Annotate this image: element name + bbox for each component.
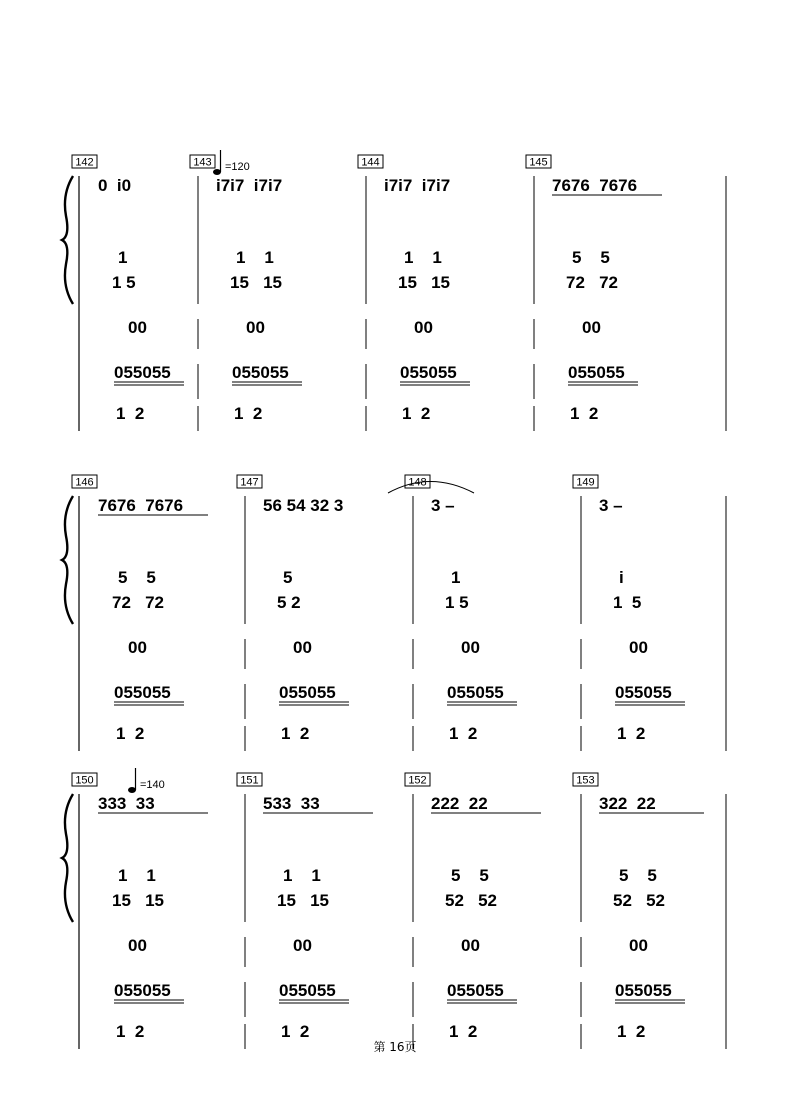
right-hand-upper-notes: 1 (451, 568, 461, 587)
middle-voice-notes: 00 (128, 318, 147, 337)
right-hand-notes: 15 15 (112, 891, 164, 910)
right-hand-notes: 1 5 (445, 593, 469, 612)
chord-pattern: 055055 (400, 363, 457, 382)
chord-pattern: 055055 (568, 363, 625, 382)
right-hand-notes: 52 52 (613, 891, 665, 910)
measure-number: 145 (529, 156, 548, 169)
measure-number: 143 (193, 156, 212, 169)
page-number: 第 16页 (373, 1040, 417, 1054)
right-hand-upper-notes: i (619, 568, 624, 587)
middle-voice-notes: 00 (629, 638, 648, 657)
tempo-marking: =120 (225, 161, 250, 173)
quarter-note-icon (128, 787, 136, 793)
right-hand-notes: 52 52 (445, 891, 497, 910)
melody-notes: 333 33 (98, 794, 155, 813)
right-hand-notes: 15 15 (277, 891, 329, 910)
measure-number: 152 (408, 774, 427, 787)
tempo-marking: =140 (140, 779, 165, 791)
right-hand-notes: 72 72 (112, 593, 164, 612)
middle-voice-notes: 00 (414, 318, 433, 337)
middle-voice-notes: 00 (128, 638, 147, 657)
bass-notes: 1 2 (116, 724, 145, 743)
staff-brace (62, 794, 73, 922)
bass-notes: 1 2 (281, 1022, 310, 1041)
measure-number: 144 (361, 156, 380, 169)
right-hand-upper-notes: 1 1 (236, 248, 274, 267)
bass-notes: 1 2 (234, 404, 263, 423)
tie-arc (388, 482, 474, 494)
right-hand-notes: 72 72 (566, 273, 618, 292)
melody-notes: 3 – (599, 496, 623, 515)
measure-number: 148 (408, 476, 427, 489)
melody-notes: 0 i0 (98, 176, 132, 195)
bass-notes: 1 2 (617, 724, 646, 743)
measure-number: 142 (75, 156, 94, 169)
right-hand-upper-notes: 5 5 (572, 248, 610, 267)
bass-notes: 1 2 (617, 1022, 646, 1041)
melody-notes: 3 – (431, 496, 455, 515)
chord-pattern: 055055 (279, 683, 336, 702)
staff-brace (62, 176, 73, 304)
right-hand-upper-notes: 1 1 (118, 866, 156, 885)
melody-notes: 533 33 (263, 794, 320, 813)
bass-notes: 1 2 (116, 404, 145, 423)
right-hand-notes: 5 2 (277, 593, 301, 612)
chord-pattern: 055055 (615, 981, 672, 1000)
middle-voice-notes: 00 (293, 936, 312, 955)
melody-notes: 322 22 (599, 794, 656, 813)
measure-number: 151 (240, 774, 259, 787)
middle-voice-notes: 00 (461, 936, 480, 955)
measure-number: 153 (576, 774, 595, 787)
chord-pattern: 055055 (232, 363, 289, 382)
melody-notes: 7676 7676 (98, 496, 184, 515)
middle-voice-notes: 00 (293, 638, 312, 657)
right-hand-upper-notes: 5 (283, 568, 293, 587)
bass-notes: 1 2 (570, 404, 599, 423)
right-hand-notes: 15 15 (230, 273, 282, 292)
measure-number: 149 (576, 476, 595, 489)
chord-pattern: 055055 (114, 683, 171, 702)
right-hand-notes: 1 5 (613, 593, 642, 612)
melody-notes: i7i7 i7i7 (216, 176, 283, 195)
melody-notes: i7i7 i7i7 (384, 176, 451, 195)
chord-pattern: 055055 (447, 981, 504, 1000)
right-hand-notes: 15 15 (398, 273, 450, 292)
chord-pattern: 055055 (114, 363, 171, 382)
right-hand-upper-notes: 1 1 (283, 866, 321, 885)
quarter-note-icon (213, 169, 221, 175)
bass-notes: 1 2 (449, 724, 478, 743)
measure-number: 146 (75, 476, 94, 489)
bass-notes: 1 2 (116, 1022, 145, 1041)
bass-notes: 1 2 (402, 404, 431, 423)
chord-pattern: 055055 (279, 981, 336, 1000)
measure-number: 147 (240, 476, 259, 489)
middle-voice-notes: 00 (582, 318, 601, 337)
middle-voice-notes: 00 (128, 936, 147, 955)
bass-notes: 1 2 (449, 1022, 478, 1041)
right-hand-upper-notes: 1 (118, 248, 128, 267)
bass-notes: 1 2 (281, 724, 310, 743)
chord-pattern: 055055 (615, 683, 672, 702)
melody-notes: 7676 7676 (552, 176, 638, 195)
right-hand-upper-notes: 5 5 (451, 866, 489, 885)
right-hand-notes: 1 5 (112, 273, 136, 292)
middle-voice-notes: 00 (629, 936, 648, 955)
middle-voice-notes: 00 (246, 318, 265, 337)
measure-number: 150 (75, 774, 94, 787)
middle-voice-notes: 00 (461, 638, 480, 657)
melody-notes: 56 54 32 3 (263, 496, 344, 515)
staff-brace (62, 496, 73, 624)
right-hand-upper-notes: 5 5 (118, 568, 156, 587)
right-hand-upper-notes: 1 1 (404, 248, 442, 267)
right-hand-upper-notes: 5 5 (619, 866, 657, 885)
chord-pattern: 055055 (447, 683, 504, 702)
melody-notes: 222 22 (431, 794, 488, 813)
chord-pattern: 055055 (114, 981, 171, 1000)
